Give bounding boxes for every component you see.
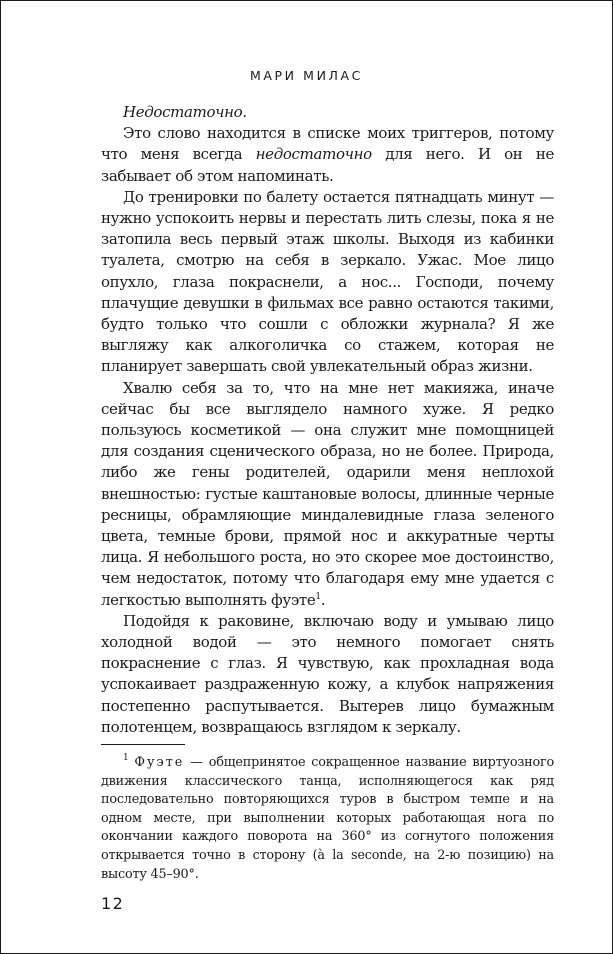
paragraph-2: Это слово находится в списке моих триггеров, потому что меня всегда недостаточно для него. И он не забывает об этом напоминать. xyxy=(101,124,554,185)
footnote-marker: 1 xyxy=(123,753,129,763)
footnote-reference[interactable]: 1 xyxy=(315,591,321,602)
paragraph-4: Хвалю себя за то, что на мне нет макияжа, иначе сейчас бы все выглядело намного хуже. Я редко пользуюсь косметикой — она служит мне помощницей для создания сценического образа, но не более. Природа, либо же гены родителей, одарили меня неплохой внешностью: густые каштановые волосы, длинные черные ресницы, обрамляющие миндалевидные глаза зеленого цвета, темные брови, прямой нос и аккуратные черты лица. Я небольшого роста, но это скорее мое достоинство, чем недостаток, потому что благодаря ему мне удается с легкостью выполнять фуэте$^1$. xyxy=(101,378,554,609)
paragraph-1 xyxy=(101,102,554,123)
footnote xyxy=(101,754,554,884)
footnote-divider xyxy=(101,744,185,745)
footnote-text: — общепринятое сокращенное название виртуозного движения классического танца, исполняющегося как ряд последовательно повторяющихся туров в быстром темпе и на одном месте, при выполнении которых работающая нога по окончании каждого поворота на 360° из согнутого положения открывается точно в сторону (à la seconde, на 2-ю позицию) на высоту 45–90°. xyxy=(101,755,554,882)
paragraph-5: Подойдя к раковине, включаю воду и умываю лицо холодной водой — это немного помогает снять покраснение с глаз. Я чувствую, как прохладная вода успокаивает раздраженную кожу, а клубок напряжения постепенно распутывается. Вытерев лицо бумажным полотенцем, возвращаюсь взглядом к зеркалу. xyxy=(101,611,554,736)
running-header: МАРИ МИЛАС xyxy=(249,68,363,83)
footnote-term: Фуэте xyxy=(134,755,185,770)
page-number: 12 xyxy=(101,894,125,913)
main-text xyxy=(101,102,554,738)
paragraph-3: До тренировки по балету остается пятнадцать минут — нужно успокоить нервы и перестать лить слезы, пока я не затопила весь первый этаж школы. Выходя из кабинки туалета, смотрю на себя в зеркало. Ужас. Мое лицо опухло, глаза покраснели, а нос... Господи, почему плачущие девушки в фильмах все равно остаются такими, будто только что сошли с обложки журнала? Я же выгляжу как алкоголичка со стажем, которая не планирует завершать свой увлекательный образ жизни. xyxy=(101,187,554,376)
italic-word: Недостаточно. xyxy=(123,103,247,121)
italic-word: недостаточно xyxy=(255,145,372,164)
